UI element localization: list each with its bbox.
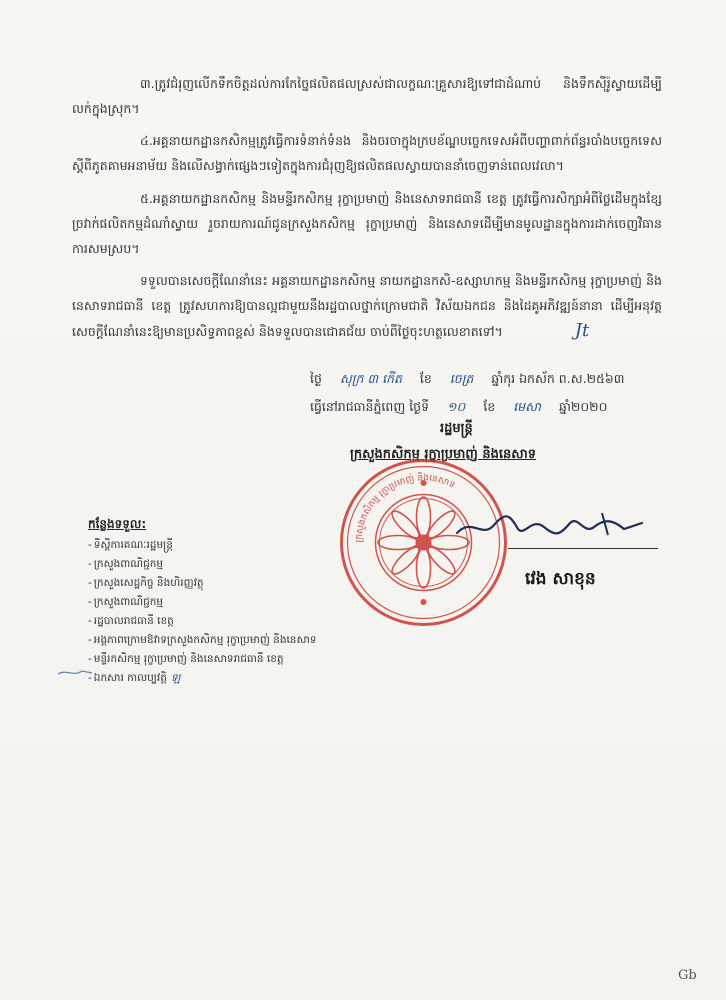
recipients-list	[88, 516, 378, 688]
solar-month-prefix: ខែ	[483, 399, 496, 414]
handwritten-initial: Jt	[574, 319, 590, 341]
closing-paragraph	[72, 268, 662, 344]
paragraph-3: ៣.ត្រូវជំរុញលើកទឹកចិត្តដល់ការកែច្នៃផលិតផលស្រស់ជាលក្ខណៈគ្រួសារឱ្យទៅជាដំណាប់ និងទឹកស៊ីរ៉ូស្វាយដើម្បីលក់ក្នុងស្រុក។	[72, 75, 662, 116]
lunar-month: ចេត្រ	[449, 371, 474, 386]
solar-year: ឆ្នាំ២០២០	[558, 399, 608, 414]
minister-title: រដ្ឋមន្ត្រី	[440, 421, 473, 436]
recipient-archive-label: ឯកសារ កាលប្បវត្តិ	[93, 672, 167, 684]
recipient-item: - ទីស្តីការគណៈរដ្ឋមន្ត្រី	[88, 536, 378, 555]
lunar-day: សុក្រ ៣ កើត	[339, 371, 402, 386]
solar-date-prefix: ធ្វើនៅរាជធានីភ្នំពេញ ថ្ងៃទី	[310, 399, 430, 414]
date-block	[310, 365, 670, 421]
solar-day: ១០	[447, 399, 466, 414]
ministry-name: ក្រសួងកសិកម្ម រុក្ខាប្រមាញ់ និងនេសាទ	[350, 447, 536, 462]
recipient-item: - ក្រសួងពាណិជ្ជកម្ម	[88, 555, 378, 574]
solar-date-line	[310, 393, 670, 421]
paragraph-4: ៤.អគ្គនាយកដ្ឋានកសិកម្មត្រូវធ្វើការទំនាក់ទំនង និងចរចាក្នុងក្របខ័ណ្ឌបច្ចេកទេសអំពីបញ្ហាពាក់ព័ន្ធរបាំងបច្ចេកទេសស្ដីពីភូតគាមអនាម័យ និងលើសង្វាក់ផ្សេងៗទៀតក្នុងការជំរុញឱ្យផលិតផលស្វាយបាននាំចេញទាន់ពេលវេលា។	[72, 132, 662, 173]
lunar-month-prefix: ខែ	[419, 371, 432, 386]
solar-month: មេសា	[513, 399, 541, 414]
recipient-item: - មន្ទីរកសិកម្ម រុក្ខាប្រមាញ់ និងនេសាទរាជធានី ខេត្ត	[88, 650, 378, 669]
paragraph-5: ៥.អគ្គនាយកដ្ឋានកសិកម្ម និងមន្ទីរកសិកម្ម រុក្ខាប្រមាញ់ និងនេសាទរាជធានី ខេត្ត ត្រូវធ្វើការសិក្សាអំពីថ្លៃដើមក្នុងខ្សែច្រវាក់ផលិតកម្មដំណាំស្វាយ រួចរាយការណ៍ជូនក្រសួងកសិកម្ម រុក្ខាប្រមាញ់ និងនេសាទដើម្បីមានមូលដ្ឋានក្នុងការដាក់ចេញវិធានការសមស្រប។	[72, 190, 662, 256]
pen-stroke-icon	[56, 665, 96, 679]
recipient-item: - ក្រសួងពាណិជ្ជកម្ម	[88, 593, 378, 612]
signer-name: វេង សាខុន	[525, 569, 596, 589]
lunar-date-prefix: ថ្ងៃ	[310, 371, 322, 386]
lunar-date-line	[310, 365, 670, 393]
recipient-item-archive	[88, 669, 378, 688]
seal-ring-text: ក្រសួងកសិកម្ម រុក្ខាប្រមាញ់ និងនេសាទ	[354, 473, 457, 543]
recipient-item: - ក្រសួងសេដ្ឋកិច្ច និងហិរញ្ញវត្ថុ	[88, 574, 378, 593]
page-number: Gb	[678, 968, 697, 983]
recipients-heading: កន្លែងទទួល:	[88, 517, 147, 531]
closing-paragraph-text: ទទួលបានសេចក្តីណែនាំនេះ អគ្គនាយកដ្ឋានកសិកម្ម នាយកដ្ឋានកសិ-ឧស្សាហកម្ម និងមន្ទីរកសិកម្ម រុក្ខាប្រមាញ់ និងនេសាទរាជធានី ខេត្ត ត្រូវសហការឱ្យបានល្អជាមួយនឹងរដ្ឋបាលថ្នាក់ក្រោមជាតិ វិស័យឯកជន និងដៃគូអភិវឌ្ឍន៍នានា ដើម្បីអនុវត្តសេចក្តីណែនាំនេះឱ្យមានប្រសិទ្ធភាពខ្ពស់ និងទទួលបានជោគជ័យ ចាប់ពីថ្ងៃចុះហត្ថលេខាតទៅ។	[72, 272, 662, 339]
signature-line	[508, 548, 658, 549]
recipient-item: - រដ្ឋបាលរាជធានី ខេត្ត	[88, 612, 378, 631]
recipient-item: - អង្គភាពក្រោមឱវាទក្រសួងកសិកម្ម រុក្ខាប្រមាញ់ និងនេសាទ	[88, 631, 378, 650]
signature-icon	[452, 505, 652, 545]
lunar-year: ឆ្នាំកុរ ឯកស័ក ព.ស.២៥៦៣	[491, 371, 625, 386]
handwritten-file-mark: ឡ	[170, 672, 181, 684]
